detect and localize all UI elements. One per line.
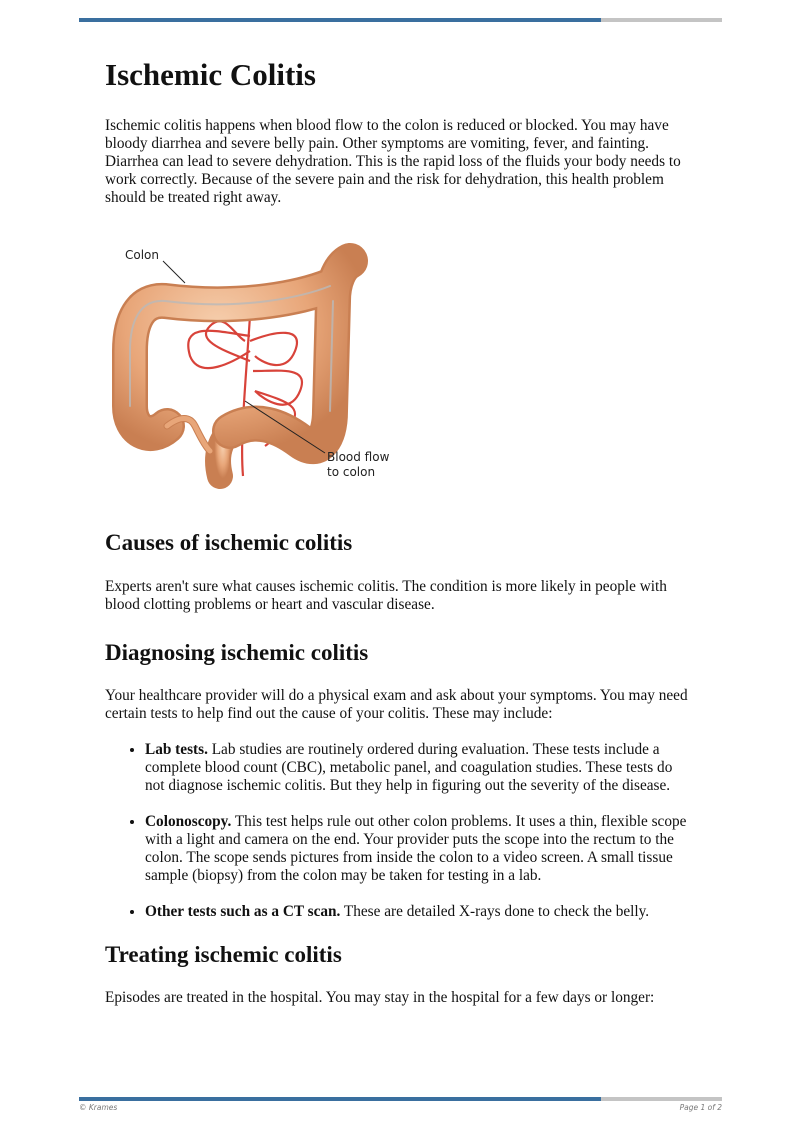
colon-illustration <box>105 241 405 491</box>
desc-colonoscopy: This test helps rule out other colon problems. It uses a thin, flexible scope with a light and camera on the end. Your provider puts the scope into the rectum to the colon. The scope sends pictures from inside the colon to a video screen. A small tissue sample (biopsy) from the colon may be taken for testing in a lab. <box>145 813 687 884</box>
desc-ct-scan: These are detailed X-rays done to check the belly. <box>340 903 650 920</box>
label-colon: Colon <box>125 248 160 262</box>
term-colonoscopy: Colonoscopy. <box>145 813 232 830</box>
top-rule <box>79 18 722 22</box>
list-item-ct-scan <box>145 903 695 921</box>
heading-diagnosing: Diagnosing ischemic colitis <box>105 640 369 665</box>
heading-causes: Causes of ischemic colitis <box>105 530 353 555</box>
footer-copyright: © Krames <box>79 1103 118 1112</box>
label-blood-flow-2: to colon <box>327 465 376 479</box>
page-title: Ischemic Colitis <box>105 57 316 92</box>
list-item-colonoscopy <box>145 813 695 885</box>
heading-treating: Treating ischemic colitis <box>105 942 342 967</box>
colon-leader-line <box>163 261 185 283</box>
treating-paragraph: Episodes are treated in the hospital. You may stay in the hospital for a few days or longer: <box>105 989 655 1006</box>
desc-lab-tests: Lab studies are routinely ordered during evaluation. These tests include a complete blood count (CBC), metabolic panel, and coagulation studies. These tests do not diagnose ischemic colitis. But they help in figuring out the severity of the disease. <box>145 741 673 794</box>
list-item-lab-tests <box>145 741 695 795</box>
colon-shape <box>130 261 350 476</box>
colon-diagram-svg <box>105 241 405 491</box>
footer-page-number: Page 1 of 2 <box>679 1103 722 1112</box>
causes-paragraph: Experts aren't sure what causes ischemic colitis. The condition is more likely in people with blood clotting problems or heart and vascular disease. <box>105 578 667 613</box>
intro-paragraph: Ischemic colitis happens when blood flow to the colon is reduced or blocked. You may have bloody diarrhea and severe belly pain. Other symptoms are vomiting, fever, and fainting. Diarrhea can lead to severe dehydration. This is the rapid loss of the fluids your body needs to work correctly. Because of the severe pain and the risk for dehydration, this health problem should be treated right away. <box>105 117 681 206</box>
label-blood-flow-1: Blood flow <box>327 450 390 464</box>
page-footer <box>79 1103 722 1112</box>
term-ct-scan: Other tests such as a CT scan. <box>145 903 341 920</box>
diagnosing-paragraph: Your healthcare provider will do a physical exam and ask about your symptoms. You may need certain tests to help find out the cause of your colitis. These may include: <box>105 687 688 722</box>
term-lab-tests: Lab tests. <box>145 741 208 758</box>
diagnostic-tests-list <box>105 741 695 921</box>
bottom-rule <box>79 1097 722 1101</box>
document-body <box>105 56 695 1007</box>
